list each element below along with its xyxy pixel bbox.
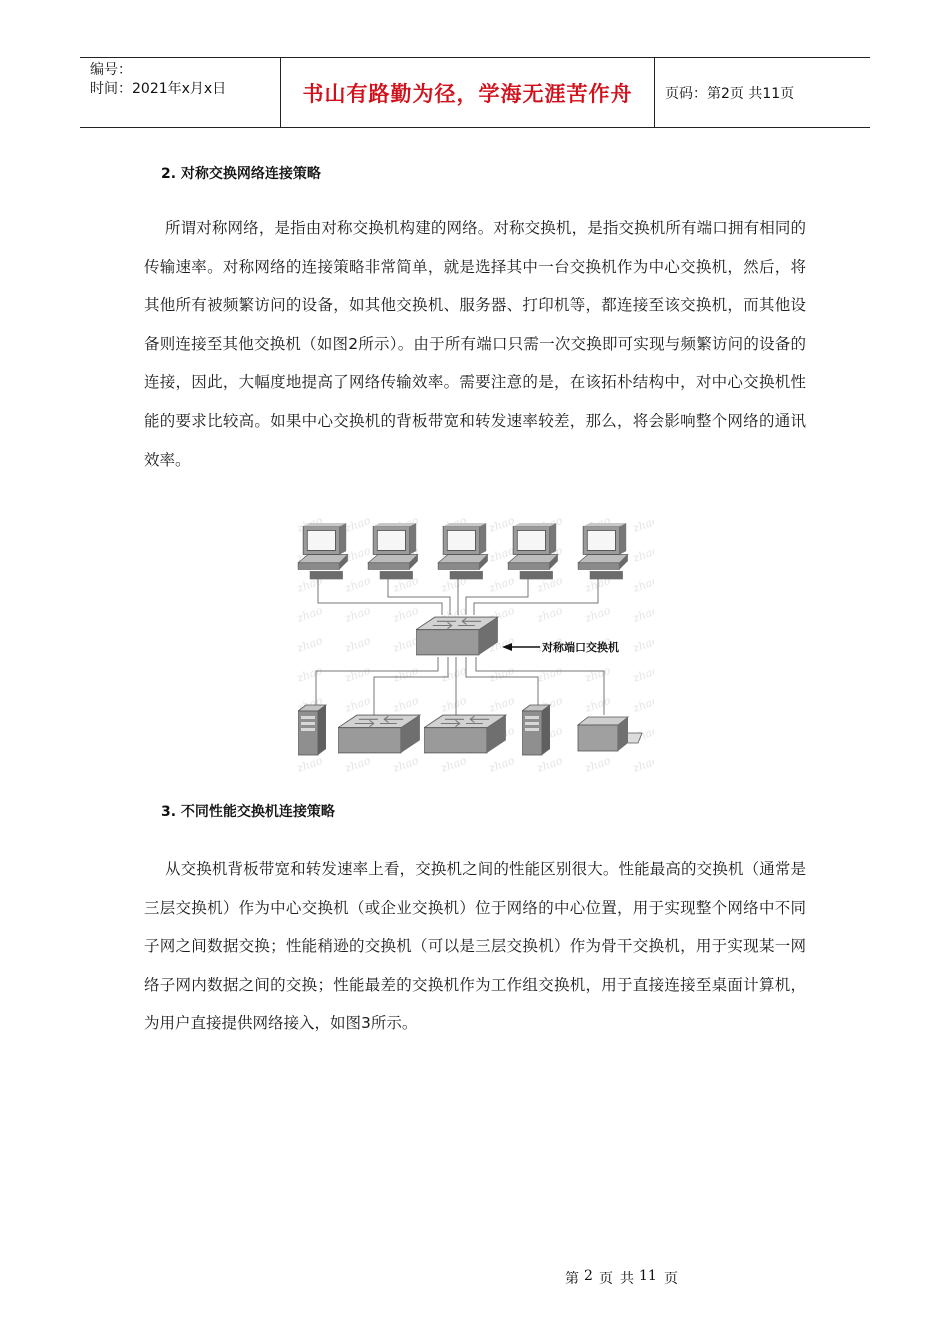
network-diagram-figure	[292, 507, 654, 775]
page-header	[80, 57, 870, 128]
header-motto: 书山有路勤为径，学海无涯苦作舟	[281, 58, 655, 127]
header-page-info: 页码：第2页 共11页	[665, 85, 795, 102]
footer-gong: 共	[620, 1271, 634, 1287]
network-topology-diagram	[292, 507, 654, 775]
footer-ye-end: 页	[664, 1271, 678, 1287]
footer-ye: 页	[599, 1271, 613, 1287]
document-number-label: 编号：	[90, 62, 132, 78]
document-time-label: 时间：2021年x月x日	[90, 81, 227, 97]
section-2-heading: 2. 对称交换网络连接策略	[161, 166, 321, 182]
header-meta	[80, 58, 281, 127]
section-2-paragraph: 所谓对称网络，是指由对称交换机构建的网络。对称交换机，是指交换机所有端口拥有相同的传输速率。对称网络的连接策略非常简单，就是选择其中一台交换机作为中心交换机，然后，将其他所有被频繁访问的设备，如其他交换机、服务器、打印机等，都连接至该交换机，而其他设备则连接至其他交换机（如图2所示）。由于所有端口只需一次交换即可实现与频繁访问的设备的连接，因此，大幅度地提高了网络传输效率。需要注意的是，在该拓朴结构中，对中心交换机性能的要求比较高。如果中心交换机的背板带宽和转发速率较差，那么，将会影响整个网络的通讯效率。	[144, 219, 806, 469]
section-3-paragraph: 从交换机背板带宽和转发速率上看，交换机之间的性能区别很大。性能最高的交换机（通常是三层交换机）作为中心交换机（或企业交换机）位于网络的中心位置，用于实现整个网络中不同子网之间数据交换；性能稍逊的交换机（可以是三层交换机）作为骨干交换机，用于实现某一网络子网内数据之间的交换；性能最差的交换机作为工作组交换机，用于直接连接至桌面计算机，为用户直接提供网络接入，如图3所示。	[144, 860, 806, 1033]
footer-total-pages: 11	[639, 1268, 657, 1284]
footer-di: 第	[565, 1271, 579, 1287]
switch-label: 对称端口交换机	[542, 641, 619, 654]
section-3-heading: 3. 不同性能交换机连接策略	[161, 804, 335, 820]
footer-page-number: 2	[584, 1268, 593, 1284]
